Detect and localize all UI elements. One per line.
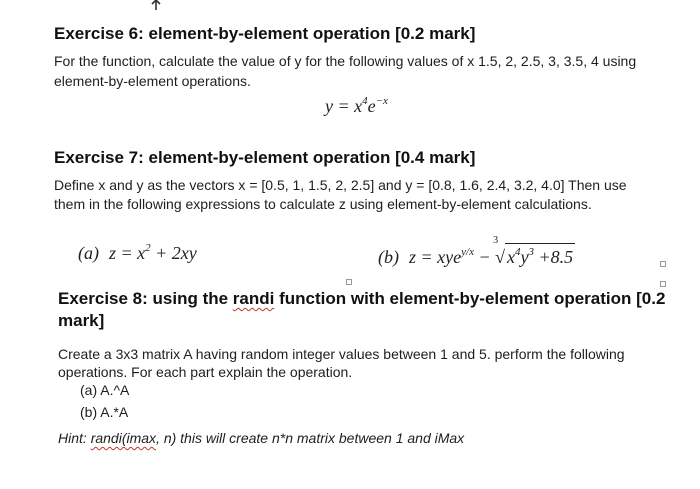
cube-root: 3 √ $x^4y^3 +8.5$ — [493, 235, 574, 267]
exercise-7-text-line1: Define x and y as the vectors x = [0.5, 1, 1.5, 2, 2.5] and y = [0.8, 1.6, 2.4, 3.2, 4.0] Then use — [54, 177, 627, 193]
placeholder-box — [660, 261, 666, 267]
exercise-7-formula-a: (a) $z = x^2 + 2xy$ — [78, 242, 197, 263]
exercise-8-title: Exercise 8: using the randi function with element-by-element operation [0.2 — [58, 289, 666, 308]
mouse-cursor-icon — [150, 0, 162, 10]
placeholder-box — [346, 279, 352, 285]
exercise-6-formula: $y = x^4e^{-x}$ — [325, 95, 388, 116]
placeholder-box — [660, 281, 666, 287]
exercise-8-part-b: (b) A.*A — [80, 404, 129, 420]
exercise-8-part-a: (a) A.^A — [80, 382, 130, 398]
exercise-8-text-line1: Create a 3x3 matrix A having random integer values between 1 and 5. perform the following — [58, 346, 625, 362]
exercise-8-text-line2: operations. For each part explain the operation. — [58, 364, 353, 380]
exercise-7-title: Exercise 7: element-by-element operation [0.4 mark] — [54, 148, 476, 167]
exercise-7-formula-b: (b) z = xye$^{y/x}$ − 3 √ $x^4y^3 +8.5$ — [378, 235, 574, 267]
exercise-8-hint: Hint: randi(imax, n) this will create n*n matrix between 1 and iMax — [58, 430, 465, 446]
exercise-7-text-line2: them in the following expressions to calculate z using element-by-element calculations. — [54, 196, 592, 212]
exercise-8-title-line2: mark] — [58, 311, 105, 330]
exercise-6-text-line2: element-by-element operations. — [54, 73, 251, 89]
exercise-6-text-line1: For the function, calculate the value of y for the following values of x 1.5, 2, 2.5, 3, 3.5, 4 using — [54, 53, 637, 69]
exercise-6-title: Exercise 6: element-by-element operation [0.2 mark] — [54, 24, 476, 43]
